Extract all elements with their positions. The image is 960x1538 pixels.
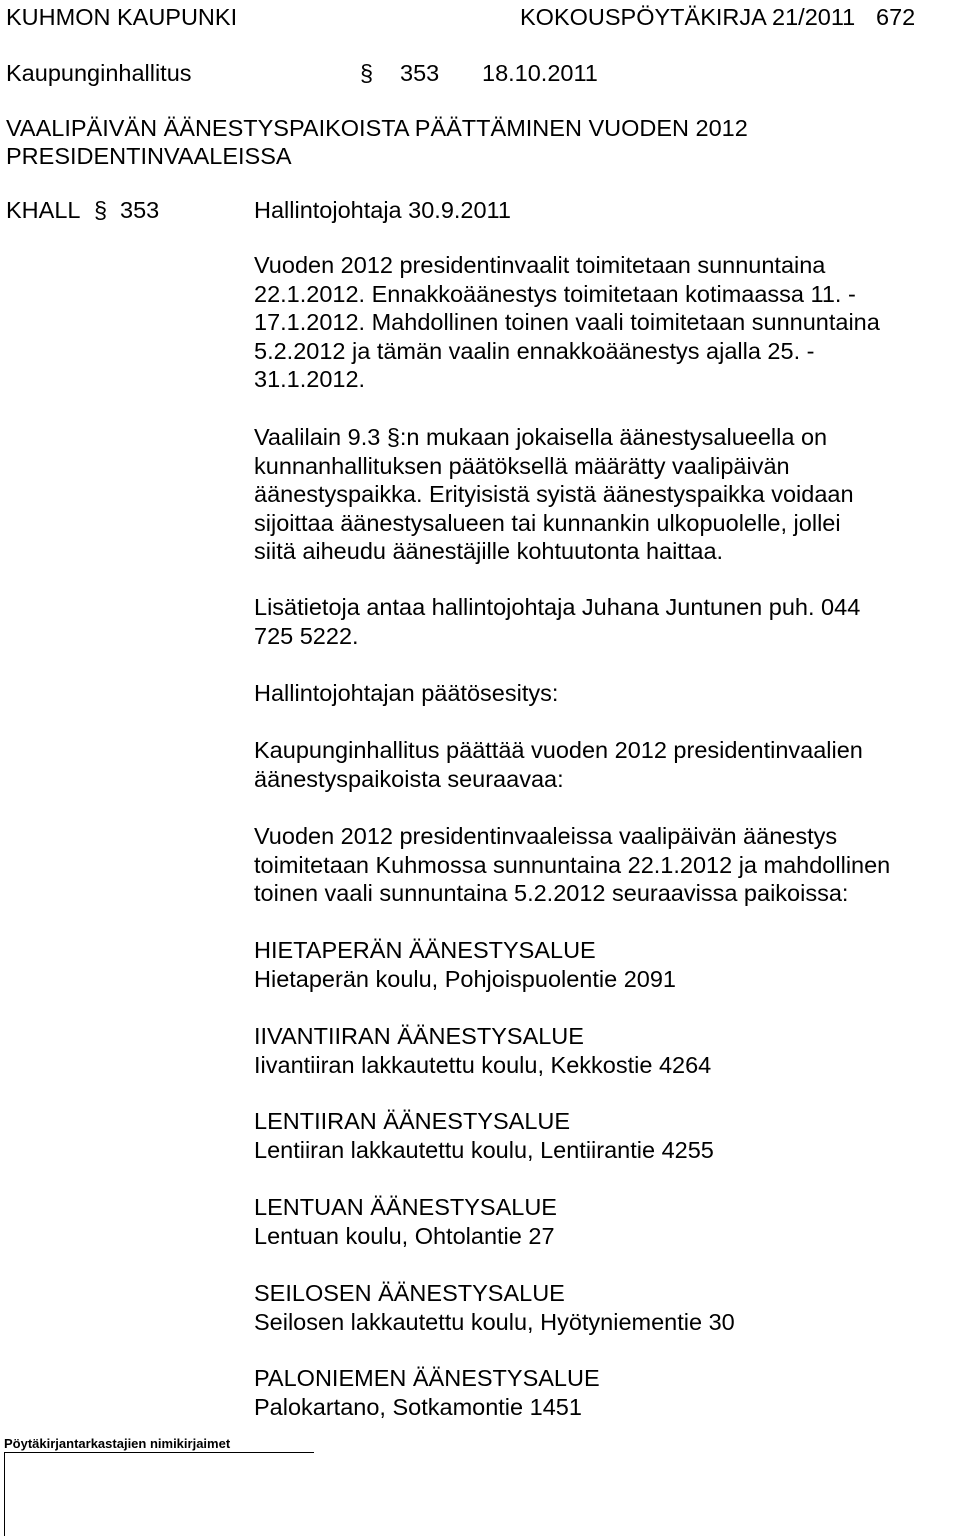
- meeting-date: 18.10.2011: [482, 60, 598, 86]
- case-section-mark: §: [94, 197, 108, 223]
- district-place: Iivantiiran lakkautettu koulu, Kekkostie 4264: [254, 1051, 712, 1078]
- district-entry: [254, 1193, 557, 1250]
- district-name: SEILOSEN ÄÄNESTYSALUE: [254, 1280, 565, 1306]
- page-number: 672: [876, 4, 916, 30]
- section-number: 353: [400, 60, 440, 86]
- district-entry: [254, 1107, 714, 1164]
- case-section-number: 353: [120, 197, 160, 223]
- initials-rule: [4, 1452, 314, 1453]
- district-name: HIETAPERÄN ÄÄNESTYSALUE: [254, 937, 596, 963]
- paragraph-election-law: [254, 423, 854, 566]
- proposal-heading: Hallintojohtajan päätösesitys:: [254, 680, 559, 706]
- district-place: Lentuan koulu, Ohtolantie 27: [254, 1222, 555, 1249]
- district-name: LENTIIRAN ÄÄNESTYSALUE: [254, 1108, 571, 1134]
- case-title-line-2: PRESIDENTINVAALEISSA: [6, 143, 292, 169]
- case-preparer: Hallintojohtaja 30.9.2011: [254, 197, 511, 223]
- district-place: Hietaperän koulu, Pohjoispuolentie 2091: [254, 965, 677, 992]
- paragraph-section-mark: §: [386, 424, 400, 450]
- district-place: Lentiiran lakkautettu koulu, Lentiirantie 4255: [254, 1136, 714, 1163]
- paragraph-voting-places: Vuoden 2012 presidentinvaaleissa vaalipäivän äänestys toimitetaan Kuhmossa sunnuntaina 22.1.2012 ja mahdollinen toinen vaali sunnuntaina 5.2.2012 seuraavissa paikoissa:: [254, 823, 891, 906]
- case-title-line-1: VAALIPÄIVÄN ÄÄNESTYSPAIKOISTA PÄÄTTÄMINEN VUODEN 2012: [6, 115, 748, 141]
- district-entry: [254, 1364, 600, 1421]
- district-place: Palokartano, Sotkamontie 1451: [254, 1393, 582, 1420]
- paragraph-election-law-rest: :n mukaan jokaisella äänestysalueella on kunnanhallituksen päätöksellä määrätty vaalipäivän äänestyspaikka. Erityisistä syistä äänestyspaikka voidaan sijoittaa äänestysalueen tai kunnankin ulkopuolelle, jollei siitä aiheudu äänestäjille kohtuutonta haittaa.: [254, 424, 854, 564]
- case-body: KHALL: [6, 197, 81, 223]
- document-title: KOKOUSPÖYTÄKIRJA 21/2011: [520, 4, 856, 30]
- section-mark: §: [360, 60, 374, 86]
- meeting-body: Kaupunginhallitus: [6, 60, 192, 86]
- paragraph-election-law-start: Vaalilain 9.3: [254, 424, 387, 450]
- organization-name: KUHMON KAUPUNKI: [6, 4, 238, 30]
- district-name: PALONIEMEN ÄÄNESTYSALUE: [254, 1365, 600, 1391]
- district-entry: [254, 1279, 735, 1336]
- initials-label: Pöytäkirjantarkastajien nimikirjaimet: [4, 1436, 231, 1451]
- district-place: Seilosen lakkautettu koulu, Hyötyniementie 30: [254, 1308, 735, 1335]
- district-entry: [254, 1022, 711, 1079]
- district-name: IIVANTIIRAN ÄÄNESTYSALUE: [254, 1023, 584, 1049]
- district-entry: [254, 936, 676, 993]
- district-name: LENTUAN ÄÄNESTYSALUE: [254, 1194, 557, 1220]
- paragraph-decision: Kaupunginhallitus päättää vuoden 2012 presidentinvaalien äänestyspaikoista seuraavaa:: [254, 737, 863, 792]
- initials-box-edge: [4, 1452, 5, 1536]
- paragraph-election-dates: Vuoden 2012 presidentinvaalit toimitetaan sunnuntaina 22.1.2012. Ennakkoäänestys toimitetaan kotimaassa 11. - 17.1.2012. Mahdollinen toinen vaali toimitetaan sunnuntaina 5.2.2012 ja tämän vaalin ennakkoäänestys ajalla 25. - 31.1.2012.: [254, 252, 880, 392]
- paragraph-contact-info: Lisätietoja antaa hallintojohtaja Juhana Juntunen puh. 044 725 5222.: [254, 594, 861, 649]
